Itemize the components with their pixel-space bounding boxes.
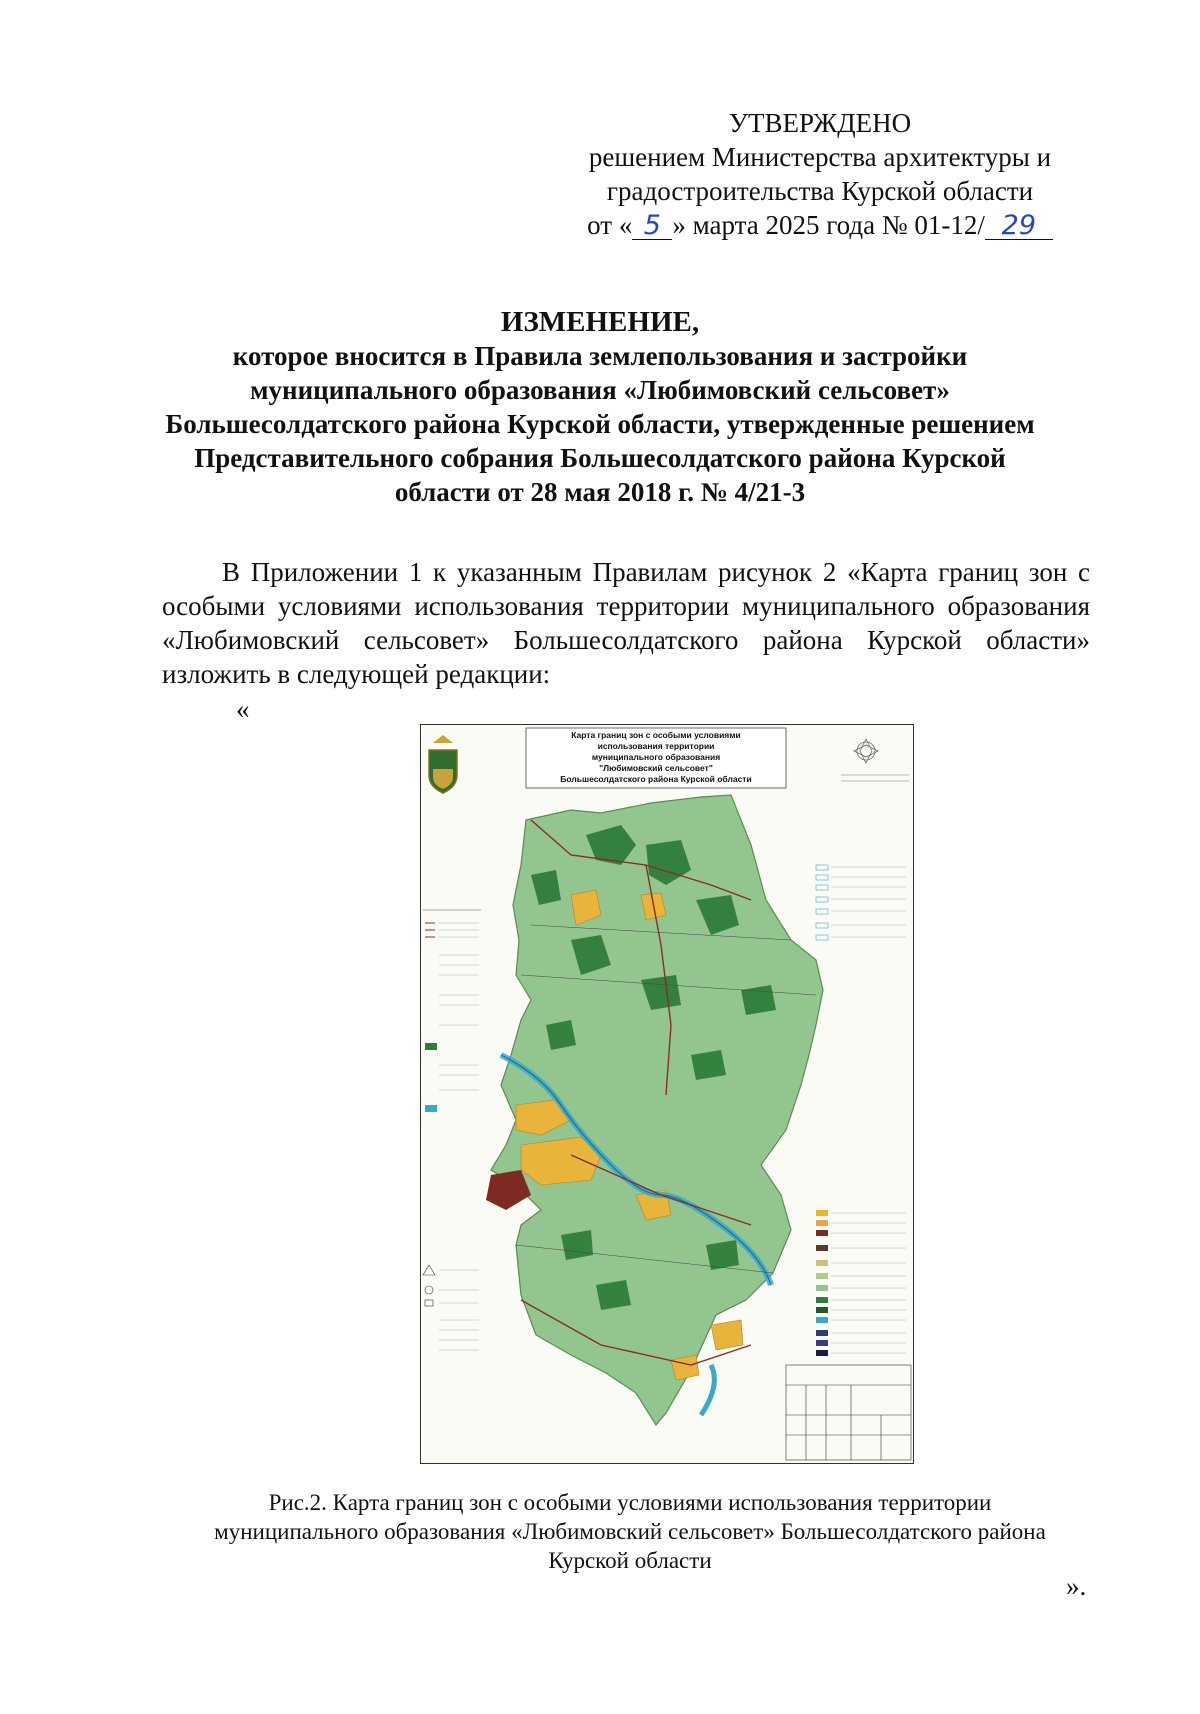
handwritten-day: 5 bbox=[632, 213, 672, 240]
map-title-line-2: использования территории bbox=[597, 741, 715, 751]
map-title-line-1: Карта границ зон с особыми условиями bbox=[571, 730, 741, 740]
open-quote: « bbox=[236, 694, 250, 724]
map-legend-right-bottom bbox=[816, 1210, 906, 1356]
document-title bbox=[140, 305, 1060, 509]
caption-line-2: муниципального образования «Любимовский сельсовет» Большесолдатского района bbox=[214, 1519, 1046, 1544]
zoning-map bbox=[420, 724, 914, 1464]
approval-stamp bbox=[540, 106, 1100, 242]
title-line-2: муниципального образования «Любимовский сельсовет» bbox=[250, 375, 950, 405]
map-title bbox=[521, 730, 791, 785]
caption-line-3: Курской области bbox=[548, 1548, 712, 1573]
title-heading: ИЗМЕНЕНИЕ, bbox=[500, 306, 700, 338]
map-title-line-5: Большесолдатского района Курской области bbox=[560, 774, 752, 784]
title-line-4: Представительного собрания Большесолдатского района Курской bbox=[194, 443, 1006, 473]
date-prefix: от « bbox=[587, 210, 633, 240]
title-line-5: области от 28 мая 2018 г. № 4/21-3 bbox=[394, 477, 806, 507]
body-paragraph: В Приложении 1 к указанным Правилам рисунок 2 «Карта границ зон с особыми условиями использования территории муниципального образования «Любимовский сельсовет» Большесолдатского района Курской области» изложить в следующей редакции: bbox=[162, 557, 1090, 689]
approval-authority-line2: градостроительства Курской области bbox=[606, 176, 1034, 206]
approval-authority-line1: решением Министерства архитектуры и bbox=[588, 142, 1052, 172]
compass-rose-icon bbox=[854, 739, 878, 763]
close-quote: ». bbox=[1066, 1571, 1087, 1601]
caption-line-1: Рис.2. Карта границ зон с особыми условиями использования территории bbox=[268, 1490, 992, 1515]
map-legend-left bbox=[423, 910, 481, 1350]
title-line-3: Большесолдатского района Курской области, утвержденные решением bbox=[165, 409, 1035, 439]
handwritten-number: 29 bbox=[985, 213, 1053, 240]
approval-date-line bbox=[540, 208, 1100, 242]
map-drawing bbox=[421, 725, 913, 1463]
map-legend-right-top bbox=[816, 865, 906, 940]
map-title-block bbox=[786, 1365, 911, 1460]
approval-heading: УТВЕРЖДЕНО bbox=[728, 108, 912, 138]
map-title-line-4: "Любимовский сельсовет" bbox=[599, 763, 713, 773]
figure-caption bbox=[170, 1488, 1090, 1575]
title-line-1: которое вносится в Правила землепользования и застройки bbox=[232, 341, 968, 371]
coat-of-arms-icon bbox=[429, 735, 457, 793]
map-title-line-3: муниципального образования bbox=[591, 752, 721, 762]
date-middle: » марта 2025 года № 01-12/ bbox=[672, 210, 985, 240]
